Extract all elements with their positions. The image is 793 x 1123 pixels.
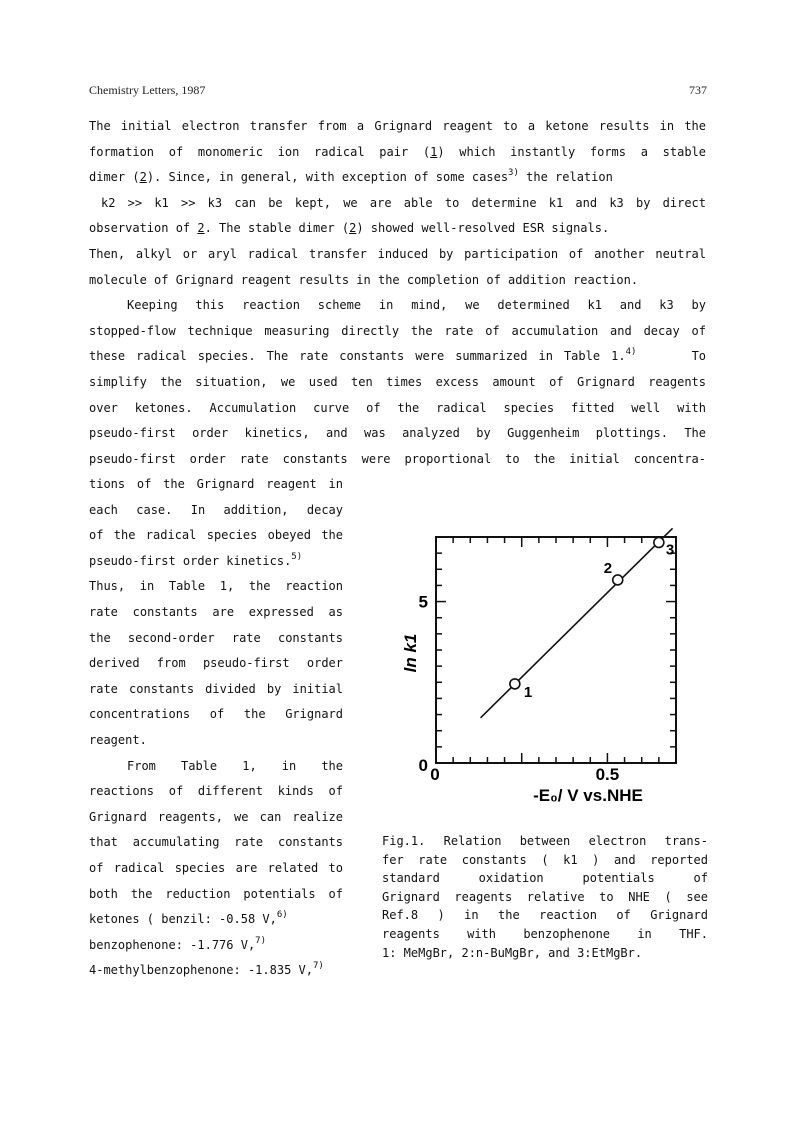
text-line: stopped-flow technique measuring directly the rate of accumulation and decay of	[89, 323, 706, 338]
x-tick-label: 0	[430, 765, 440, 784]
paragraph-2	[89, 293, 706, 472]
y-tick-labels	[419, 593, 428, 775]
caption-line: Grignard reagents relative to NHE ( see	[382, 889, 708, 904]
data-points	[510, 537, 674, 700]
text-line: benzophenone: -1.776 V,$^{7)}$	[89, 935, 267, 952]
text-line: pseudo-first order kinetics, and was analyzed by Guggenheim plottings. The	[89, 426, 706, 441]
text-line: reactions of different kinds of	[89, 784, 343, 799]
caption-line: Ref.8 ) in the reaction of Grignard	[382, 908, 708, 923]
text-line: observation of 2. The stable dimer (2) showed well-resolved ESR signals.	[89, 221, 610, 236]
y-tick-label: 5	[418, 592, 428, 612]
compound-ref: 1	[430, 144, 438, 159]
caption-line: fer rate constants ( k1 ) and reported	[382, 852, 708, 867]
compound-ref: 2	[139, 170, 147, 185]
point-label-2: 2	[603, 559, 613, 577]
data-point-2	[613, 575, 623, 585]
text-line: that accumulating rate constants	[89, 835, 343, 850]
data-point-1	[510, 679, 520, 689]
text-line: Grignard reagents, we can realize	[89, 809, 343, 824]
text-line: derived from pseudo-first order	[89, 656, 343, 671]
text-line: Thus, in Table 1, the reaction	[89, 579, 343, 594]
text-line: ketones ( benzil: -0.58 V,$^{6)}$	[89, 910, 288, 927]
plot-frame	[436, 537, 676, 763]
text-line: of the radical species obeyed the	[89, 528, 343, 543]
x-tick-label: 0.5	[595, 765, 620, 784]
text-line: each case. In addition, decay	[89, 502, 343, 517]
text-line: the second-order rate constants	[89, 630, 343, 645]
x-tick-labels	[430, 765, 619, 784]
compound-ref: 2	[197, 221, 205, 236]
text-line: formation of monomeric ion radical pair (1) which instantly forms a stable	[89, 144, 706, 159]
text-line: dimer (2). Since, in general, with exception of some cases$^{3)}$ the relation	[89, 168, 613, 185]
text-line: pseudo-first order kinetics.$^{5)}$	[89, 551, 303, 568]
fit-line	[481, 528, 673, 718]
data-point-3	[654, 537, 664, 547]
journal-header: Chemistry Letters, 1987	[89, 83, 206, 97]
reference-superscript: 6)	[276, 910, 288, 921]
figure-caption	[382, 832, 708, 962]
y-tick-label: 0	[418, 756, 428, 775]
paragraph-1	[89, 114, 706, 293]
text-line: tions of the Grignard reagent in	[89, 477, 343, 491]
reference-superscript: 3)	[508, 168, 519, 179]
reference-superscript: 7)	[312, 961, 324, 972]
text-line: simplify the situation, we used ten times excess amount of Grignard reagents	[89, 374, 706, 389]
axis-ticks	[436, 537, 676, 763]
caption-line: Fig.1. Relation between electron trans-	[382, 834, 708, 848]
text-line: From Table 1, in the	[127, 758, 343, 773]
point-label-3: 3	[665, 541, 675, 559]
text-line: Keeping this reaction scheme in mind, we determined k1 and k3 by	[127, 298, 706, 313]
text-line: pseudo-first order rate constants were proportional to the initial concentra-	[89, 451, 706, 466]
reference-superscript: 5)	[291, 551, 303, 562]
caption-line: reagents with benzophenone in THF.	[382, 926, 708, 941]
page-number: 737	[689, 83, 707, 97]
text-line: over ketones. Accumulation curve of the radical species fitted well with	[89, 400, 706, 415]
text-line: The initial electron transfer from a Grignard reagent to a ketone results in the	[89, 119, 706, 133]
text-line: k2 >> k1 >> k3 can be kept, we are able to determine k1 and k3 by direct	[101, 195, 706, 210]
body-text-narrow-column	[89, 472, 343, 984]
caption-line: 1: MeMgBr, 2:n-BuMgBr, and 3:EtMgBr.	[382, 945, 643, 960]
text-line: reagent.	[89, 732, 147, 747]
text-line: rate constants are expressed as	[89, 604, 343, 619]
text-line: rate constants divided by initial	[89, 681, 343, 696]
reference-superscript: 4)	[625, 347, 637, 358]
figure-1-chart	[380, 525, 710, 815]
point-label-1: 1	[523, 683, 533, 701]
caption-line: standard oxidation potentials of	[382, 871, 708, 886]
y-axis-label: ln k1	[401, 633, 420, 673]
text-line: these radical species. The rate constants were summarized in Table 1.$^{4)}$ To	[89, 347, 707, 364]
text-line: of radical species are related to	[89, 860, 343, 875]
x-axis-label: -E₀/ V vs.NHE	[533, 786, 643, 805]
body-text-full-width	[89, 114, 706, 472]
compound-ref: 2	[349, 221, 357, 236]
reference-superscript: 7)	[255, 935, 267, 946]
text-line: concentrations of the Grignard	[89, 707, 343, 722]
text-line: molecule of Grignard reagent results in the completion of addition reaction.	[89, 272, 639, 287]
text-line: 4-methylbenzophenone: -1.835 V,$^{7)}$	[89, 961, 324, 978]
text-line: both the reduction potentials of	[89, 886, 343, 901]
text-line: Then, alkyl or aryl radical transfer induced by participation of another neutral	[89, 246, 706, 261]
